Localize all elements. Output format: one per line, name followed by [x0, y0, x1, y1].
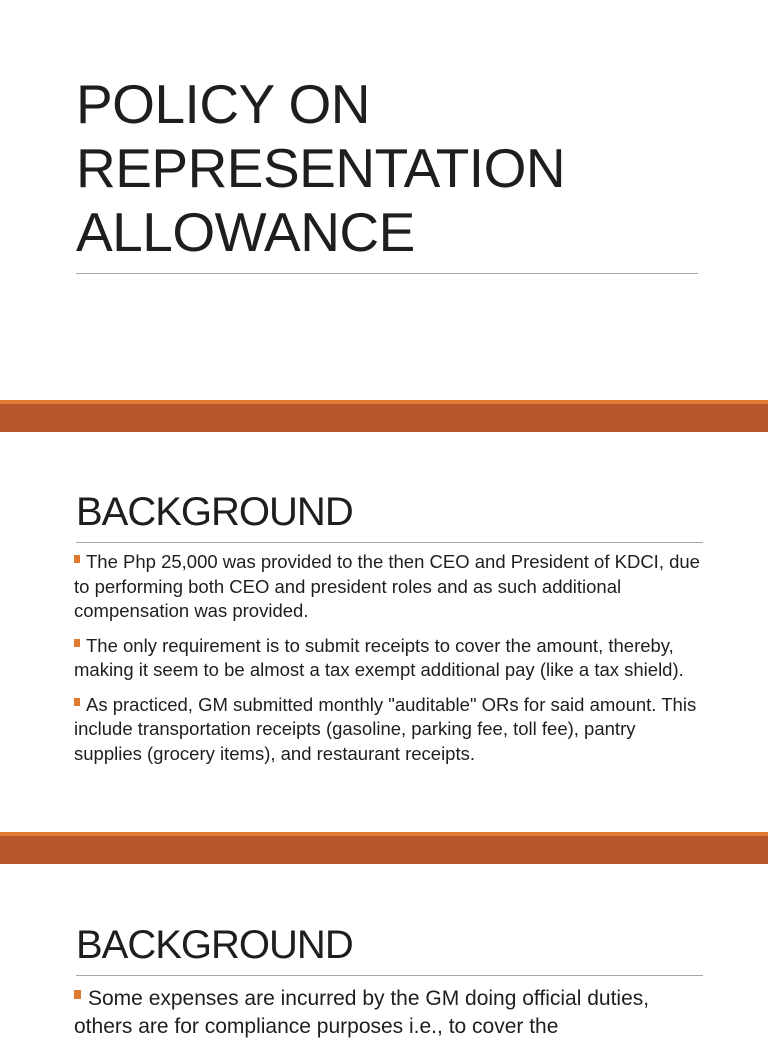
background-slide-2 [0, 864, 768, 1038]
bullet-text: Some expenses are incurred by the GM doing official duties, others are for compliance purposes i.e., to cover the [74, 987, 650, 1038]
bullet-item [74, 693, 702, 767]
heading-underline [76, 542, 703, 543]
slide-title: POLICY ON REPRESENTATION ALLOWANCE [76, 73, 566, 263]
bullet-square-icon [74, 639, 80, 647]
bullet-item [74, 550, 702, 624]
slide-divider-accent [0, 400, 768, 404]
bullet-list [74, 985, 702, 1051]
bullet-text: The only requirement is to submit receipts to cover the amount, thereby, making it seem to be almost a tax exempt additional pay (like a tax shield). [74, 634, 684, 680]
bullet-list [74, 550, 702, 776]
slide-divider-accent [0, 832, 768, 836]
slide-divider-band [0, 400, 768, 432]
bullet-square-icon [74, 698, 80, 706]
title-underline [76, 273, 698, 274]
slide-divider-band [0, 832, 768, 864]
heading-underline [76, 975, 703, 976]
bullet-text: As practiced, GM submitted monthly "auditable" ORs for said amount. This include transportation receipts (gasoline, parking fee, toll fee), pantry supplies (grocery items), and restaurant receipts. [74, 693, 697, 764]
section-heading: BACKGROUND [76, 490, 353, 534]
bullet-text: The Php 25,000 was provided to the then CEO and President of KDCI, due to performing both CEO and president roles and as such additional compensation was provided. [74, 551, 700, 621]
background-slide-1 [0, 432, 768, 832]
title-slide [0, 0, 768, 400]
bullet-item [74, 634, 702, 683]
bullet-square-icon [74, 990, 81, 999]
bullet-square-icon [74, 555, 80, 563]
bullet-item [74, 985, 702, 1041]
section-heading: BACKGROUND [76, 923, 353, 967]
